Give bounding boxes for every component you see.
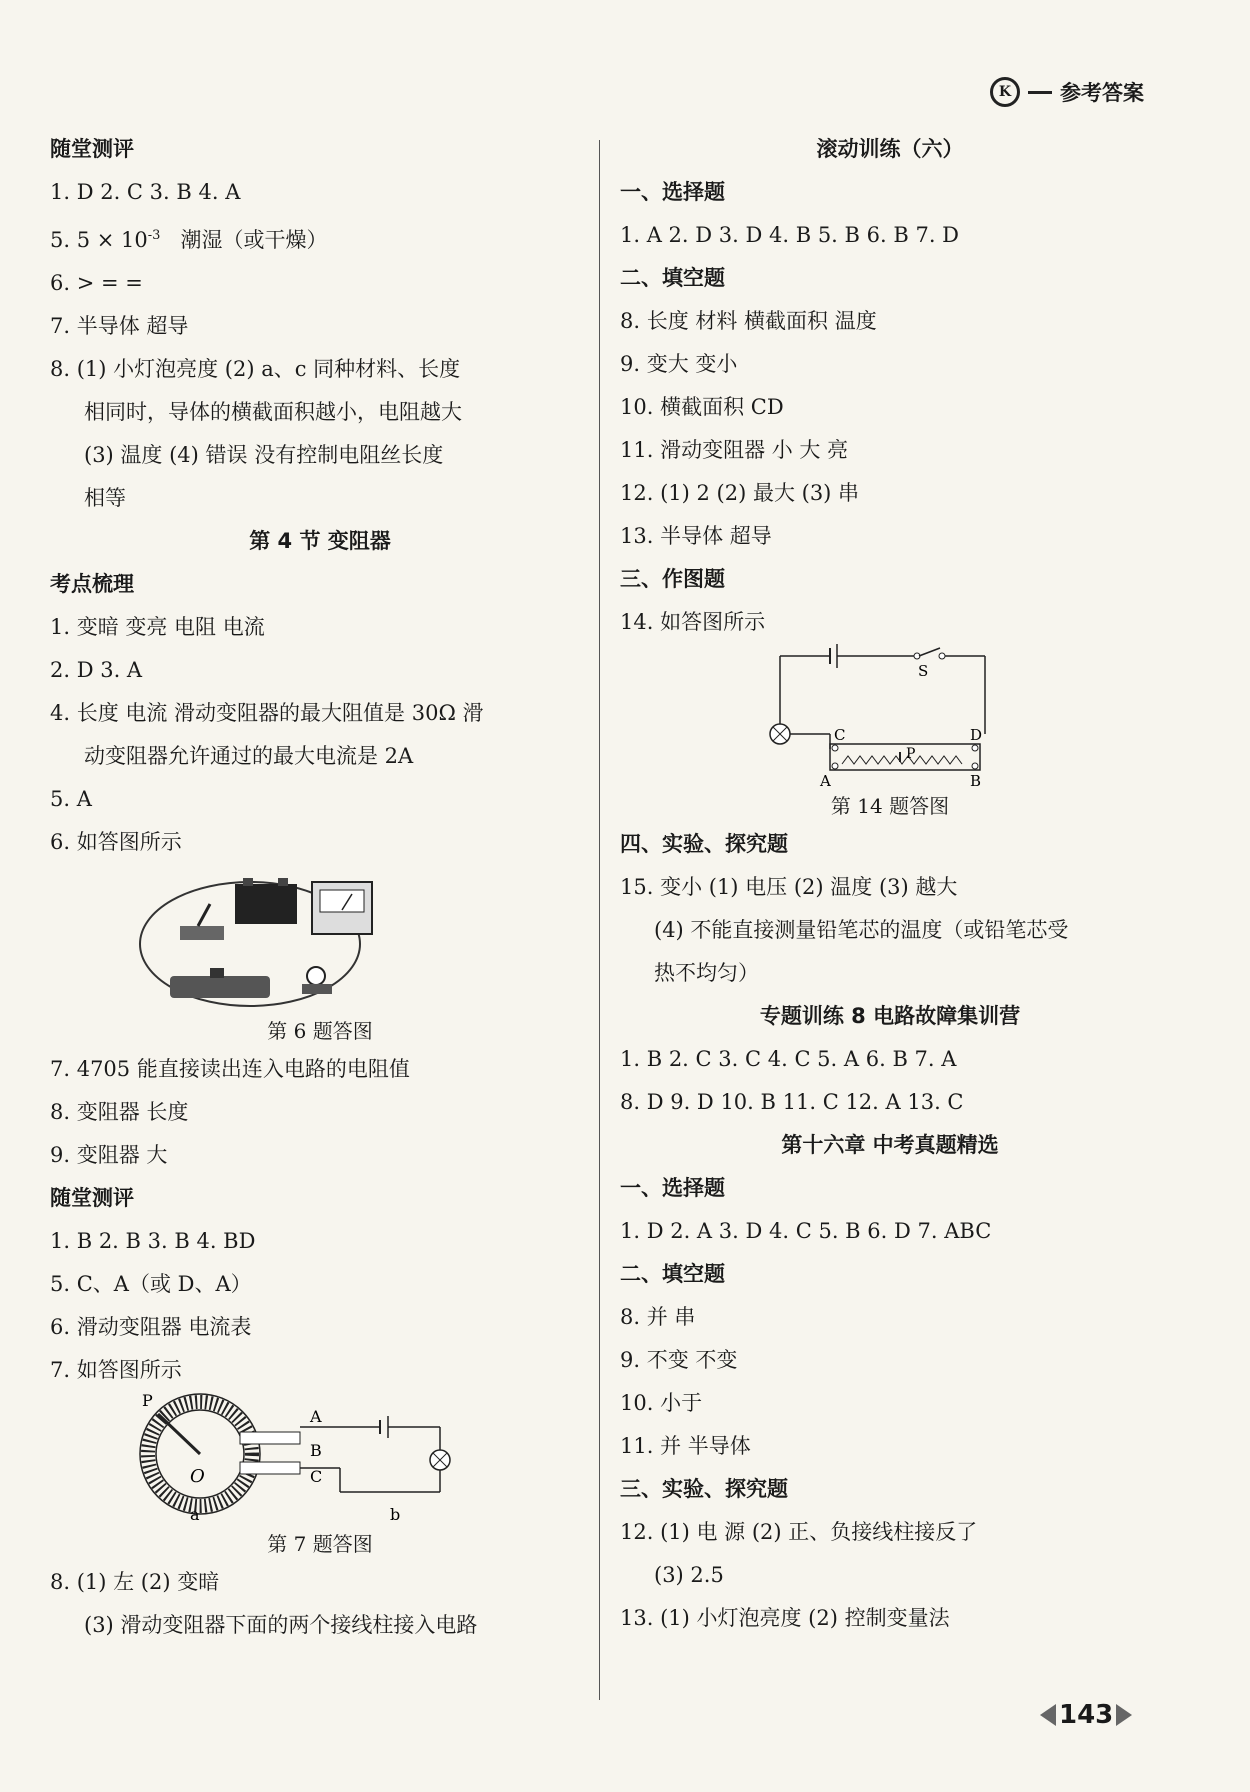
- section-heading: 一、选择题: [620, 1176, 725, 1200]
- figure-label: B: [970, 772, 982, 789]
- answer-line: (3) 2.5: [654, 1563, 724, 1587]
- answer-line: 10. 小于: [620, 1391, 703, 1415]
- answer-line: 9. 变阻器 大: [50, 1143, 168, 1167]
- section-heading: 二、填空题: [620, 266, 725, 290]
- figure-caption: 第 14 题答图: [830, 794, 950, 818]
- answer-line: [50, 214, 590, 262]
- answer-line: 7. 如答图所示: [50, 1358, 182, 1382]
- section-heading: 考点梳理: [50, 572, 134, 596]
- section-title: 专题训练 8 电路故障集训营: [759, 1004, 1021, 1028]
- answer-line: 1. B 2. B 3. B 4. BD: [50, 1229, 256, 1253]
- answer-line: 1. B 2. C 3. C 4. C 5. A 6. B 7. A: [620, 1047, 957, 1071]
- page-number-text: 143: [1059, 1700, 1114, 1730]
- answer-line: 14. 如答图所示: [620, 610, 766, 634]
- answer-logo-icon: K: [990, 77, 1020, 107]
- figure-label: C: [310, 1467, 323, 1486]
- section-title: 第 4 节 变阻器: [249, 529, 391, 553]
- answer-line: 9. 变大 变小: [620, 352, 738, 376]
- answer-line: 8. 长度 材料 横截面积 温度: [620, 309, 877, 333]
- answer-line: 1. 变暗 变亮 电阻 电流: [50, 615, 265, 639]
- right-column: [620, 128, 1160, 1640]
- answer-line: (3) 滑动变阻器下面的两个接线柱接入电路: [84, 1613, 478, 1637]
- figure-label: b: [390, 1505, 401, 1524]
- figure-caption: 第 7 题答图: [267, 1532, 373, 1556]
- figure-7: [50, 1392, 590, 1527]
- answer-line: 1. D 2. A 3. D 4. C 5. B 6. D 7. ABC: [620, 1219, 992, 1243]
- answer-line: 9. 不变 不变: [620, 1348, 738, 1372]
- answer-line: 12. (1) 电 源 (2) 正、负接线柱接反了: [620, 1520, 978, 1544]
- header-dash: [1028, 91, 1052, 94]
- figure-label: A: [820, 772, 831, 789]
- answer-line: 11. 滑动变阻器 小 大 亮: [620, 438, 849, 462]
- answer-line: 6. > = =: [50, 271, 143, 295]
- answer-line: (3) 温度 (4) 错误 没有控制电阻丝长度: [84, 443, 444, 467]
- section-title: 第十六章 中考真题精选: [781, 1133, 999, 1157]
- answer-line: 5. A: [50, 787, 92, 811]
- answer-line: 动变阻器允许通过的最大电流是 2A: [84, 744, 414, 768]
- section-heading: 二、填空题: [620, 1262, 725, 1286]
- left-arrow-icon: [1040, 1704, 1056, 1726]
- figure-label: a: [190, 1505, 200, 1524]
- header-title: 参考答案: [1060, 81, 1144, 105]
- figure-label: B: [310, 1441, 322, 1460]
- figure-label: D: [970, 726, 983, 744]
- figure-6-circuit: [50, 864, 590, 1014]
- column-divider: [599, 140, 600, 1700]
- section-heading: 四、实验、探究题: [620, 832, 788, 856]
- figure-label: S: [918, 662, 929, 680]
- section-title: 滚动训练（六）: [816, 137, 964, 161]
- figure-14: [620, 644, 1160, 789]
- answer-line: 7. 4705 能直接读出连入电路的电阻值: [50, 1057, 410, 1081]
- answer-line: 13. (1) 小灯泡亮度 (2) 控制变量法: [620, 1606, 950, 1630]
- figure-7-circuit: [50, 1392, 590, 1527]
- exponent: -3: [147, 228, 161, 243]
- answer-line: 10. 横截面积 CD: [620, 395, 784, 419]
- answer-line: 8. D 9. D 10. B 11. C 12. A 13. C: [620, 1090, 964, 1114]
- right-arrow-icon: [1116, 1704, 1132, 1726]
- answer-line: 7. 半导体 超导: [50, 314, 189, 338]
- section-heading: 随堂测评: [50, 137, 134, 161]
- answer-line: 13. 半导体 超导: [620, 524, 772, 548]
- answer-line: 5. C、A（或 D、A）: [50, 1272, 252, 1296]
- figure-label: C: [834, 726, 846, 744]
- answer-line: 4. 长度 电流 滑动变阻器的最大阻值是 30Ω 滑: [50, 701, 484, 725]
- figure-caption: 第 6 题答图: [267, 1019, 373, 1043]
- answer-line: 相等: [84, 486, 126, 510]
- answer-text: 潮湿（或干燥）: [180, 228, 328, 252]
- section-heading: 三、实验、探究题: [620, 1477, 788, 1501]
- figure-label: O: [190, 1466, 205, 1487]
- figure-label: P: [142, 1392, 153, 1410]
- left-column: [50, 128, 590, 1647]
- answer-line: 6. 如答图所示: [50, 830, 182, 854]
- page-header: [990, 72, 1144, 112]
- figure-label: A: [310, 1407, 322, 1426]
- answer-line: 8. (1) 小灯泡亮度 (2) a、c 同种材料、长度: [50, 357, 461, 381]
- answer-text: 5. 5 × 10: [50, 228, 148, 252]
- figure-label: P: [906, 746, 916, 762]
- answer-line: 热不均匀）: [654, 961, 759, 985]
- answer-line: 8. 变阻器 长度: [50, 1100, 189, 1124]
- answer-line: 6. 滑动变阻器 电流表: [50, 1315, 252, 1339]
- answer-line: (4) 不能直接测量铅笔芯的温度（或铅笔芯受: [654, 918, 1069, 942]
- figure-14-circuit: [620, 644, 1160, 789]
- answer-line: 1. D 2. C 3. B 4. A: [50, 180, 241, 204]
- answer-line: 15. 变小 (1) 电压 (2) 温度 (3) 越大: [620, 875, 958, 899]
- page-number: [1040, 1700, 1132, 1730]
- section-heading: 随堂测评: [50, 1186, 134, 1210]
- answer-line: 8. (1) 左 (2) 变暗: [50, 1570, 220, 1594]
- answer-line: 11. 并 半导体: [620, 1434, 751, 1458]
- answer-line: 相同时，导体的横截面积越小，电阻越大: [84, 400, 462, 424]
- section-heading: 一、选择题: [620, 180, 725, 204]
- answer-line: 8. 并 串: [620, 1305, 696, 1329]
- figure-6: [50, 864, 590, 1014]
- section-heading: 三、作图题: [620, 567, 725, 591]
- answer-line: 2. D 3. A: [50, 658, 143, 682]
- answer-line: 1. A 2. D 3. D 4. B 5. B 6. B 7. D: [620, 223, 960, 247]
- answer-line: 12. (1) 2 (2) 最大 (3) 串: [620, 481, 860, 505]
